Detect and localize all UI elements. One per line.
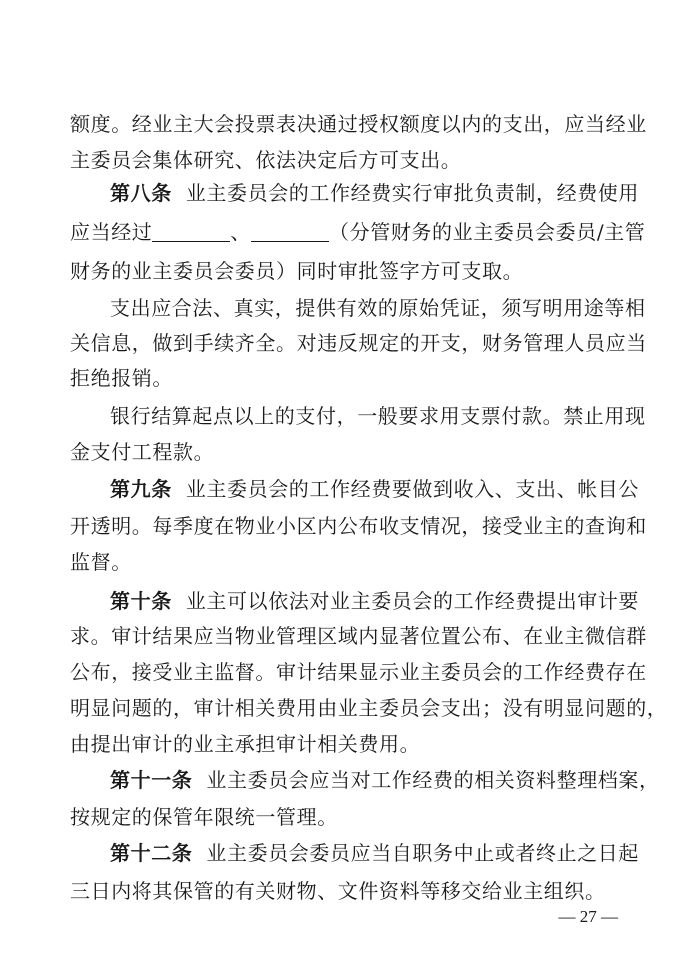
article-10-title: 第十条 <box>110 589 172 613</box>
text-line: 银行结算起点以上的支付，一般要求用支票付款。禁止用现 <box>110 404 646 428</box>
text-line: 关信息，做到手续齐全。对违反规定的开支，财务管理人员应当 <box>70 331 647 355</box>
article-12-title: 第十二条 <box>110 841 193 865</box>
article-11-title: 第十一条 <box>110 768 193 792</box>
article-10-line-1: 第十条 业主可以依法对业主委员会的工作经费提出审计要 <box>110 589 640 613</box>
text-line: 财务的业主委员会委员）同时审批签字方可支取。 <box>70 259 524 283</box>
text-line: 额度。经业主大会投票表决通过授权额度以内的支出，应当经业 <box>70 112 647 136</box>
text-line: 由提出审计的业主承担审计相关费用。 <box>70 732 421 756</box>
article-9-line-1: 第九条 业主委员会的工作经费要做到收入、支出、帐目公 <box>110 477 640 501</box>
text-line: 按规定的保管年限统一管理。 <box>70 805 338 829</box>
text-line: 求。审计结果应当物业管理区域内显著位置公布、在业主微信群 <box>70 624 647 648</box>
article-8-title: 第八条 <box>110 181 172 205</box>
article-11-line-1: 第十一条 业主委员会应当对工作经费的相关资料整理档案， <box>110 768 660 792</box>
text-line: 三日内将其保管的有关财物、文件资料等移交给业主组织。 <box>70 879 606 903</box>
article-9-title: 第九条 <box>110 477 172 501</box>
article-8-line-2: 应当经过 、 （分管财务的业主委员会委员/主管 <box>70 220 646 244</box>
text-line: 拒绝报销。 <box>70 366 173 390</box>
text-line: 明显问题的，审计相关费用由业主委员会支出；没有明显问题的， <box>70 696 668 720</box>
article-12-line-1: 第十二条 业主委员会委员应当自职务中止或者终止之日起 <box>110 841 640 865</box>
text-line: 公布，接受业主监督。审计结果显示业主委员会的工作经费存在 <box>70 660 647 684</box>
article-8-line-1: 第八条 业主委员会的工作经费实行审批负责制，经费使用 <box>110 181 640 205</box>
approver-blank-2[interactable] <box>251 221 329 242</box>
text-line: 金支付工程款。 <box>70 440 215 464</box>
text-line: 主委员会集体研究、依法决定后方可支出。 <box>70 148 462 172</box>
approver-blank-1[interactable] <box>152 221 230 242</box>
text-line: 支出应合法、真实，提供有效的原始凭证，须写明用途等相 <box>110 296 646 320</box>
page-number: — 27 — <box>558 907 618 926</box>
text-line: 开透明。每季度在物业小区内公布收支情况，接受业主的查询和 <box>70 514 647 538</box>
text-line: 监督。 <box>70 550 132 574</box>
